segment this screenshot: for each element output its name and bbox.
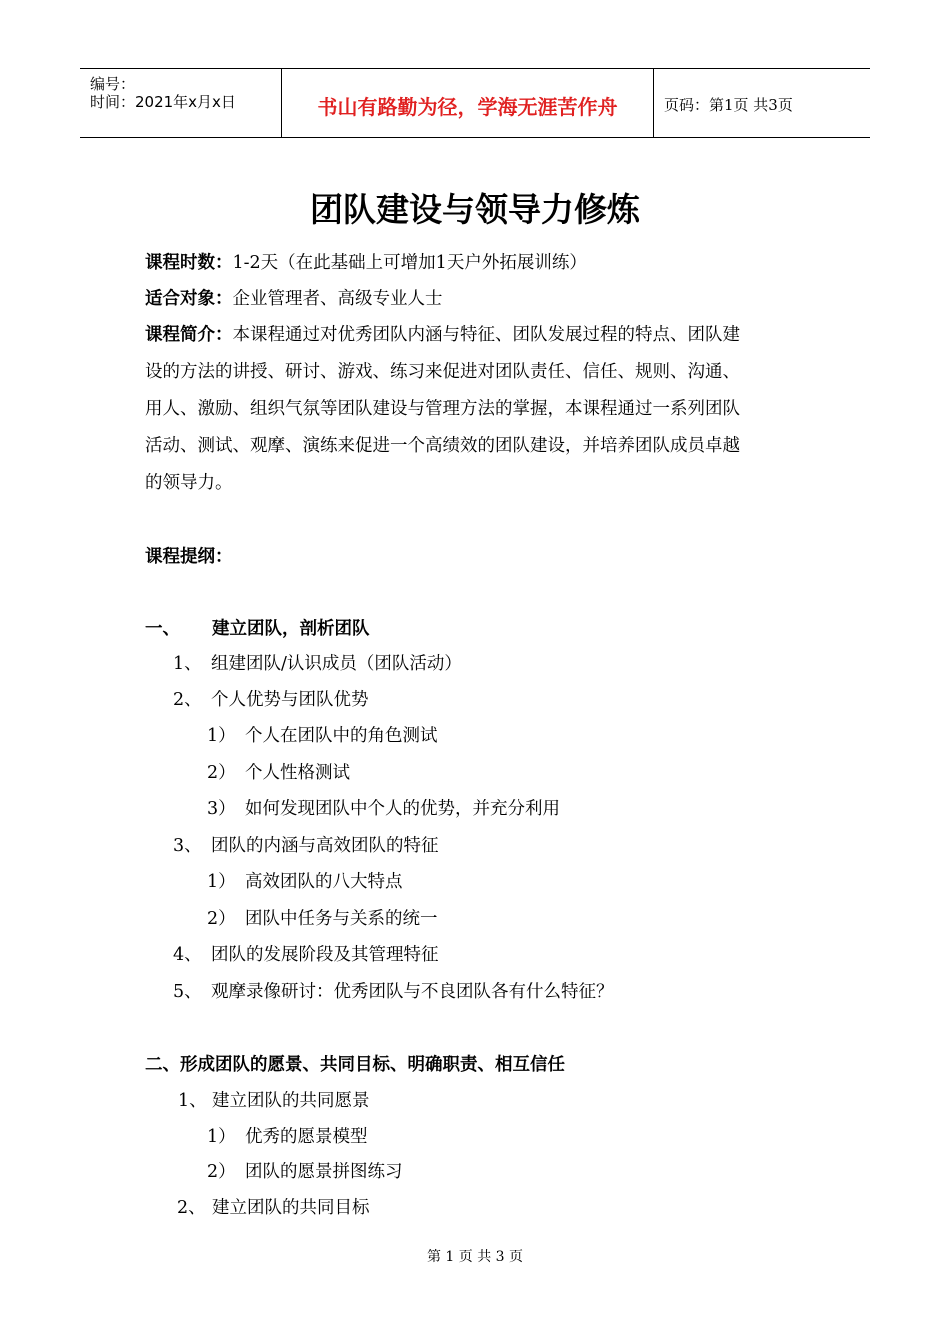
intro-line-2: 设的方法的讲授、研讨、游戏、练习来促进对团队责任、信任、规则、沟通、 <box>145 362 740 382</box>
list-item: 1） 个人在团队中的角色测试 <box>207 726 438 746</box>
list-item: 5、 观摩录像研讨：优秀团队与不良团队各有什么特征？ <box>173 982 614 1002</box>
list-item: 3、 团队的内涵与高效团队的特征 <box>173 836 439 856</box>
audience-value: 企业管理者、高级专业人士 <box>232 289 443 309</box>
section2-title: 二、形成团队的愿景、共同目标、明确职责、相互信任 <box>145 1055 565 1075</box>
date-label: 时间：2021年x月x日 <box>90 93 236 111</box>
intro-line-4: 活动、测试、观摩、演练来促进一个高绩效的团队建设，并培养团队成员卓越 <box>145 436 740 456</box>
number-label: 编号： <box>90 75 136 93</box>
intro-line-1 <box>145 321 740 346</box>
audience-label: 适合对象： <box>145 289 233 309</box>
page-info: 页码：第1页 共3页 <box>664 96 793 114</box>
list-item: 2、 建立团队的共同目标 <box>177 1198 370 1218</box>
intro-line-5: 的领导力。 <box>145 473 233 493</box>
header-table <box>80 68 870 138</box>
list-item: 2） 团队的愿景拼图练习 <box>207 1162 403 1182</box>
list-item: 2、 个人优势与团队优势 <box>173 690 369 710</box>
intro-label: 课程简介： <box>145 325 233 345</box>
header-left-cell <box>80 69 282 137</box>
duration-line <box>145 249 587 274</box>
list-item: 3） 如何发现团队中个人的优势，并充分利用 <box>207 799 560 819</box>
document-title: 团队建设与领导力修炼 <box>310 190 640 229</box>
list-item: 4、 团队的发展阶段及其管理特征 <box>173 945 439 965</box>
list-item: 2） 个人性格测试 <box>207 763 350 783</box>
audience-line <box>145 285 443 310</box>
duration-label: 课程时数： <box>145 253 233 273</box>
section1-num: 一、 <box>145 619 180 639</box>
intro-line-3: 用人、激励、组织气氛等团队建设与管理方法的掌握，本课程通过一系列团队 <box>145 399 740 419</box>
header-page-cell <box>654 69 870 137</box>
list-item: 2） 团队中任务与关系的统一 <box>207 909 438 929</box>
header-motto-cell <box>282 69 654 137</box>
duration-value: 1-2天（在此基础上可增加1天户外拓展训练） <box>232 253 587 273</box>
list-item: 1、 建立团队的共同愿景 <box>178 1091 370 1111</box>
page-footer: 第 1 页 共 3 页 <box>426 1249 524 1265</box>
outline-heading: 课程提纲： <box>145 547 233 567</box>
list-item: 1） 优秀的愿景模型 <box>207 1127 368 1147</box>
list-item: 1） 高效团队的八大特点 <box>207 872 403 892</box>
list-item: 1、 组建团队/认识成员（团队活动） <box>173 654 462 674</box>
motto: 书山有路勤为径，学海无涯苦作舟 <box>317 95 618 119</box>
section1-title: 建立团队，剖析团队 <box>212 619 370 639</box>
intro-text-1: 本课程通过对优秀团队内涵与特征、团队发展过程的特点、团队建 <box>232 325 740 345</box>
